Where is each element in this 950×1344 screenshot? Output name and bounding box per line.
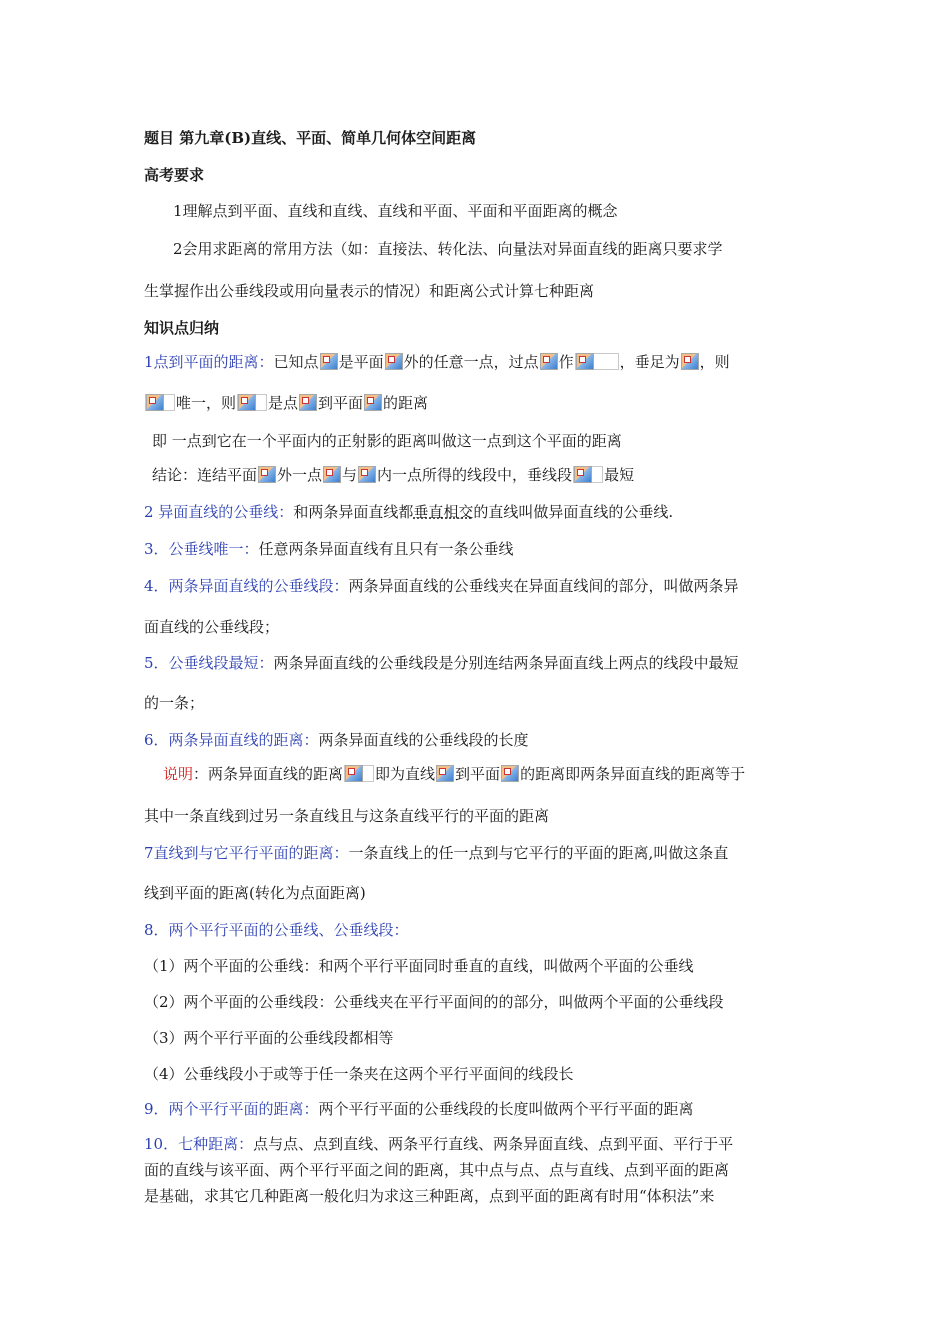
- knowledge-heading: 知识点归纳: [144, 319, 220, 337]
- text-span: 垂直相交: [413, 503, 474, 521]
- point-plane-distance-note: 即 一点到它在一个平面内的正射影的距离叫做这一点到这个平面的距离: [152, 432, 622, 450]
- gaokao-item-1: 1理解点到平面、直线和直线、直线和平面、平面和平面距离的概念: [173, 202, 618, 220]
- formula-image-icon: [540, 353, 558, 370]
- common-perpendicular-unique-label: 3．公垂线唯一：: [144, 540, 259, 558]
- formula-image-icon: [237, 394, 267, 411]
- skew-lines-distance: [144, 730, 529, 750]
- line-plane-distance-line-2: 线到平面的距离(转化为点面距离): [144, 884, 366, 902]
- seven-distances-line-1: [144, 1134, 733, 1154]
- point-plane-conclusion: [152, 465, 634, 485]
- text-span: ：两条异面直线的距离: [193, 765, 344, 783]
- formula-image-icon: [436, 765, 454, 782]
- text-span: 两条异面直线的公垂线夹在异面直线间的部分，叫做两条异: [348, 577, 739, 595]
- formula-image-icon: [320, 353, 338, 370]
- text-span: 两个平行平面的公垂线段的长度叫做两个平行平面的距离: [318, 1100, 694, 1118]
- text-span: 和两条异面直线都: [293, 503, 414, 521]
- parallel-planes-distance: [144, 1099, 694, 1119]
- common-perpendicular-segment-line-1: [144, 576, 739, 596]
- text-span: 与: [342, 466, 358, 484]
- text-span: 是平面: [338, 353, 384, 371]
- text-span: 两条异面直线的公垂线段的长度: [318, 731, 529, 749]
- skew-lines-note-line-2: 其中一条直线到过另一条直线且与这条直线平行的平面的距离: [144, 807, 550, 825]
- parallel-planes-item-2: （2）两个平面的公垂线段：公垂线夹在平行平面间的的部分，叫做两个平面的公垂线段: [144, 993, 724, 1011]
- text-span: 的距离即两条异面直线的距离等于: [520, 765, 746, 783]
- parallel-planes-item-4: （4）公垂线段小于或等于任一条夹在这两个平行平面间的线段长: [144, 1065, 574, 1083]
- line-plane-distance-label: 7直线到与它平行平面的距离：: [144, 844, 349, 862]
- formula-image-icon: [575, 353, 619, 370]
- common-perpendicular-label: 2 异面直线的公垂线：: [144, 503, 294, 521]
- note-label: 说明: [163, 765, 194, 783]
- formula-image-icon: [323, 466, 341, 483]
- text-span: 点与点、点到直线、两条平行直线、两条异面直线、点到平面、平行于平: [253, 1135, 734, 1153]
- text-span: 是点: [268, 394, 299, 412]
- formula-image-icon: [358, 466, 376, 483]
- text-span: 两条异面直线的公垂线段是分别连结两条异面直线上两点的线段中最短: [273, 654, 739, 672]
- text-span: 结论：连结平面: [152, 466, 258, 484]
- text-span: 一条直线上的任一点到与它平行的平面的距离,叫做这条直: [348, 844, 729, 862]
- formula-image-icon: [364, 394, 382, 411]
- formula-image-icon: [258, 466, 276, 483]
- text-span: 已知点: [273, 353, 319, 371]
- shortest-segment-label: 5．公垂线段最短：: [144, 654, 274, 672]
- text-span: 最短: [604, 466, 635, 484]
- common-perpendicular-definition: [144, 502, 673, 522]
- point-plane-distance-line-1: [144, 352, 730, 372]
- gaokao-heading: 高考要求: [144, 166, 205, 184]
- text-span: 唯一，则: [176, 394, 237, 412]
- common-perpendicular-segment-label: 4．两条异面直线的公垂线段：: [144, 577, 349, 595]
- parallel-planes-distance-label: 9．两个平行平面的距离：: [144, 1100, 319, 1118]
- text-span: 作: [558, 353, 574, 371]
- text-span: 任意两条异面直线有且只有一条公垂线: [258, 540, 514, 558]
- formula-image-icon: [385, 353, 403, 370]
- formula-image-icon: [573, 466, 603, 483]
- seven-distances-line-2: 面的直线与该平面、两个平行平面之间的距离，其中点与点、点与直线、点到平面的距离: [144, 1161, 730, 1179]
- text-span: 内一点所得的线段中，垂线段: [377, 466, 573, 484]
- point-plane-distance-label: 1点到平面的距离：: [144, 353, 274, 371]
- formula-image-icon: [681, 353, 699, 370]
- formula-image-icon: [145, 394, 175, 411]
- text-span: 外一点: [277, 466, 323, 484]
- shortest-segment-line-2: 的一条；: [144, 694, 205, 712]
- gaokao-item-2-line-1: 2会用求距离的常用方法（如：直接法、转化法、向量法对异面直线的距离只要求学: [173, 240, 723, 258]
- parallel-planes-heading: 8．两个平行平面的公垂线、公垂线段：: [144, 921, 409, 939]
- point-plane-distance-line-2: [144, 393, 428, 413]
- common-perpendicular-unique: [144, 539, 514, 559]
- skew-lines-note-line-1: [163, 764, 745, 784]
- formula-image-icon: [344, 765, 374, 782]
- text-span: ，垂足为: [619, 353, 680, 371]
- common-perpendicular-segment-line-2: 面直线的公垂线段；: [144, 618, 280, 636]
- parallel-planes-item-3: （3）两个平行平面的公垂线段都相等: [144, 1029, 394, 1047]
- text-span: ，则: [699, 353, 730, 371]
- text-span: 的直线叫做异面直线的公垂线.: [473, 503, 674, 521]
- shortest-segment-line-1: [144, 653, 739, 673]
- parallel-planes-item-1: （1）两个平面的公垂线：和两个平行平面同时垂直的直线，叫做两个平面的公垂线: [144, 957, 694, 975]
- seven-distances-label: 10．七种距离：: [144, 1135, 254, 1153]
- text-span: 的距离: [383, 394, 429, 412]
- skew-lines-distance-label: 6．两条异面直线的距离：: [144, 731, 319, 749]
- formula-image-icon: [501, 765, 519, 782]
- text-span: 到平面: [455, 765, 501, 783]
- document-title: 题目 第九章(B)直线、平面、简单几何体空间距离: [144, 129, 477, 147]
- gaokao-item-2-line-2: 生掌握作出公垂线段或用向量表示的情况）和距离公式计算七种距离: [144, 282, 595, 300]
- text-span: 即为直线: [375, 765, 436, 783]
- seven-distances-line-3: 是基础，求其它几种距离一般化归为求这三种距离，点到平面的距离有时用“体积法”来: [144, 1187, 715, 1205]
- formula-image-icon: [299, 394, 317, 411]
- line-plane-distance-line-1: [144, 843, 728, 863]
- text-span: 到平面: [318, 394, 364, 412]
- text-span: 外的任意一点，过点: [403, 353, 539, 371]
